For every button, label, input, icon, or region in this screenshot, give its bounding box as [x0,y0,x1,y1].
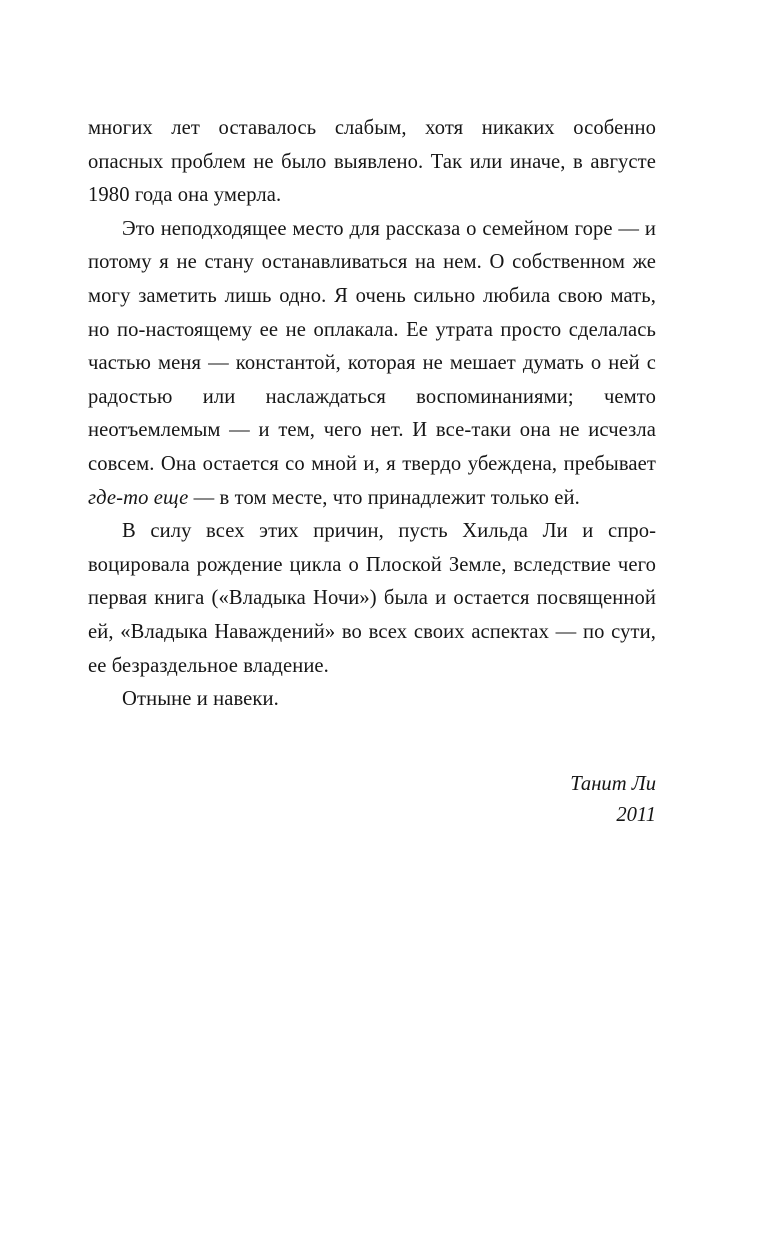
paragraph-2-italic-phrase: где-то еще [88,486,189,509]
paragraph-2-text-before-italic: Это неподходящее место для рассказа о семейном горе — и потому я не стану останавливаться на нем. О собственном же могу заметить лишь одно. Я очень сильно любила свою мать, но по-настоящему ее не оплакала. Ее утрата просто сделалась частью меня — константой, которая не мешает думать о ней с радостью или наслаждаться воспоминаниями; чемто неотъемлемым — и тем, чего нет. И все-таки она не исчезла совсем. Она остается со мной и, я твердо убеждена, пребывает [88,217,656,475]
paragraph-2-text-after-italic: — в том месте, что принадлежит только ей. [188,486,580,509]
signature-year: 2011 [616,803,656,826]
page-text-block [88,112,656,831]
paragraph-4: Отныне и навеки. [122,688,279,711]
paragraph-3: В силу всех этих причин, пусть Хильда Ли и спровоцировала рождение цикла о Плоской Земле, вследствие чего первая книга («Владыка Ночи») была и остается посвященной ей, «Владыка Наваждений» во всех своих аспектах — по сути, ее безраздельное владение. [88,520,656,677]
paragraph-2 [88,213,656,515]
paragraph-1: многих лет оставалось слабым, хотя никаких особенно опасных проблем не было выявлено. Так или иначе, в августе 1980 года она умерла. [88,117,656,207]
signature-author: Танит Ли [570,772,656,795]
signature-block [88,769,656,831]
